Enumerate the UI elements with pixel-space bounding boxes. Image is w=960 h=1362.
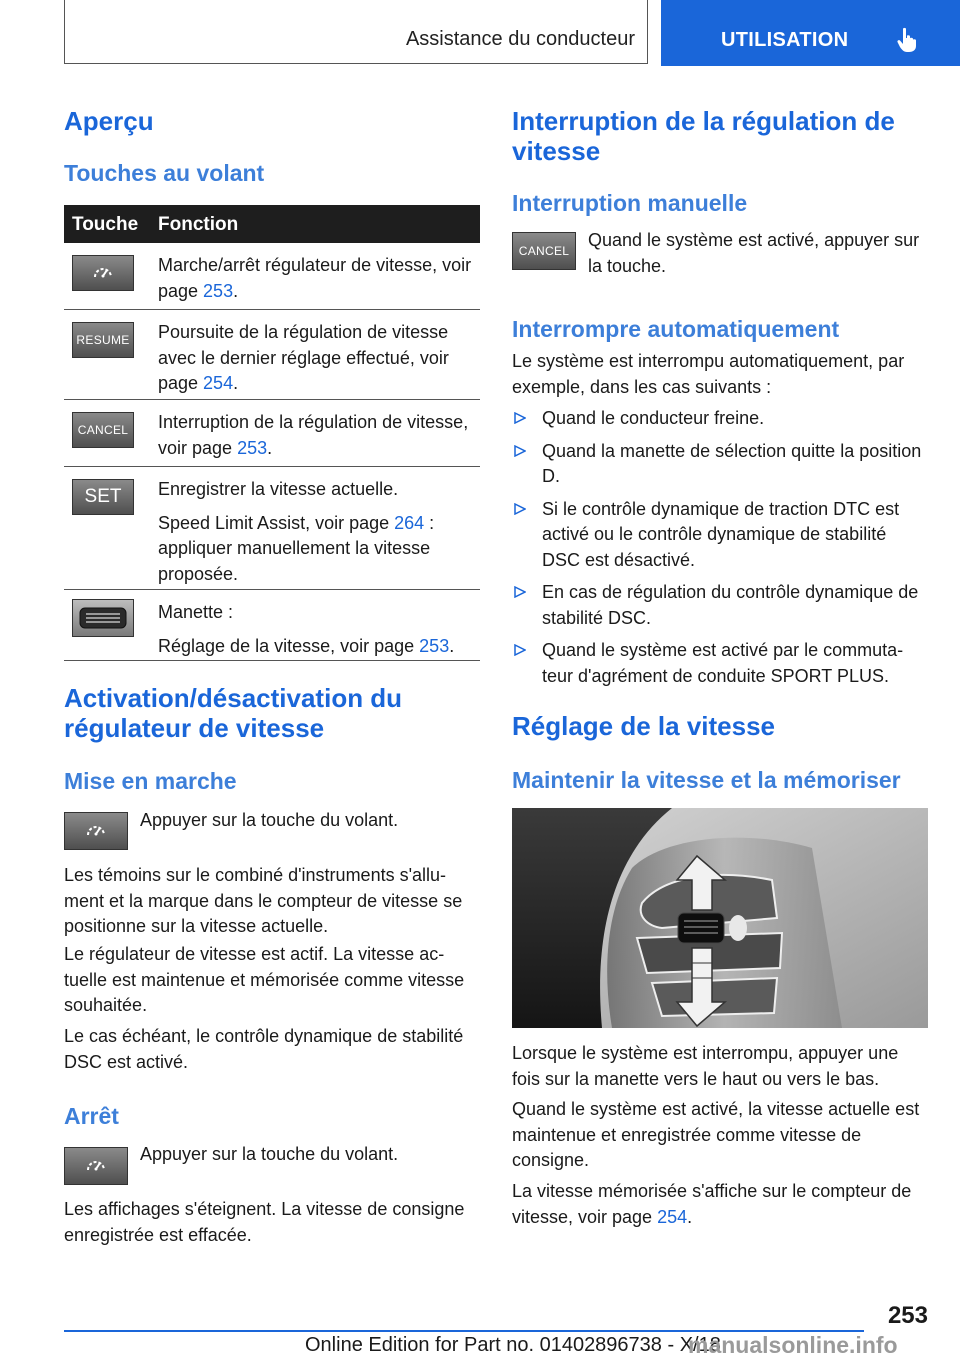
heading-activation: Activation/désactivation du régulateur de vitesse: [64, 683, 403, 743]
cancel-key-icon: CANCEL: [72, 412, 134, 448]
page-link[interactable]: 253: [237, 437, 268, 458]
triangle-bullet-icon: [514, 586, 526, 598]
cruise-icon: [84, 821, 108, 841]
heading-interruption: Interruption de la régulation de vitesse: [512, 106, 895, 166]
mise-paragraph-2: Le régulateur de vitesse est actif. La vitesse actuelle est maintenue et mémorisée comme vitesse souhaitée.: [64, 944, 465, 1015]
cancel-key-icon: CANCEL: [512, 232, 576, 270]
table-col-key: Touche: [72, 214, 139, 235]
set-key-icon: SET: [72, 479, 134, 515]
heading-touches-au-volant: Touches au volant: [64, 160, 265, 186]
arret-paragraph-1: Les affichages s'éteignent. La vitesse de consigne enregistrée est effacée.: [64, 1199, 465, 1245]
mise-paragraph-1: Les témoins sur le combiné d'instruments s'allument et la marque dans le compteur de vitesse se positionne sur la vitesse actuelle.: [64, 865, 463, 936]
watermark: manualsonline.info: [688, 1332, 898, 1358]
header-section-title: Assistance du conducteur: [405, 28, 635, 50]
table-row: [64, 400, 480, 467]
page-link[interactable]: 254: [657, 1206, 688, 1227]
heading-interruption-manuelle: Interruption manuelle: [512, 190, 748, 216]
cruise-control-key-icon: [64, 812, 128, 850]
cruise-control-key-icon: [64, 1147, 128, 1185]
auto-intro: Le système est interrompu automatiquement, par exemple, dans les cas suivants :: [512, 351, 905, 397]
chapter-tab[interactable]: [661, 0, 960, 66]
rocker-icon: [78, 605, 128, 631]
cruise-control-key-icon: [72, 255, 134, 291]
resume-key-icon: RESUME: [72, 322, 134, 358]
table-row: [64, 590, 480, 661]
heading-apercu: Aperçu: [64, 106, 154, 136]
table-row-function: Poursuite de la régulation de vitesse avec le dernier réglage effectué, voir page 254.: [158, 322, 449, 393]
triangle-bullet-icon: [514, 412, 526, 424]
list-item: Quand la manette de sélection quitte la position D.: [512, 439, 928, 490]
heading-mise-en-marche: Mise en marche: [64, 768, 237, 794]
cruise-icon: [84, 1156, 108, 1176]
page-link[interactable]: 253: [203, 280, 234, 301]
rocker-key-icon: [72, 599, 134, 637]
list-item: Quand le conducteur freine.: [512, 406, 928, 432]
page-link[interactable]: 264: [394, 512, 425, 533]
table-row: [64, 243, 480, 310]
reglage-paragraph-3: La vitesse mémorisée s'affiche sur le compteur de vitesse, voir page 254.: [512, 1181, 912, 1227]
steering-wheel-rocker-photo: [512, 808, 928, 1028]
list-item: Quand le système est activé par le commutateur d'agrément de conduite SPORT PLUS.: [512, 638, 928, 689]
triangle-bullet-icon: [514, 503, 526, 515]
arret-press-text: Appuyer sur la touche du volant.: [140, 1144, 399, 1164]
reglage-paragraph-2: Quand le système est activé, la vitesse actuelle est maintenue et enregistrée comme vitesse de consigne.: [512, 1099, 920, 1170]
table-header: [64, 205, 480, 243]
mise-paragraph-3: Le cas échéant, le contrôle dynamique de stabilité DSC est activé.: [64, 1026, 464, 1072]
keys-table: [64, 205, 480, 661]
table-row-function: Marche/arrêt régulateur de vitesse, voir page 253.: [158, 255, 472, 301]
chapter-tab-label: UTILISATION: [721, 29, 849, 51]
hand-pointer-icon: [897, 27, 917, 53]
list-item: Si le contrôle dynamique de traction DTC est activé ou le contrôle dynamique de stabilité DSC est désactivé.: [512, 497, 928, 574]
page-number: 253: [887, 1302, 928, 1329]
heading-reglage: Réglage de la vitesse: [512, 711, 776, 741]
heading-arret: Arrêt: [64, 1103, 119, 1129]
manuelle-text: Quand le système est activé, appuyer sur la touche.: [588, 230, 920, 276]
mise-press-text: Appuyer sur la touche du volant.: [140, 810, 399, 830]
triangle-bullet-icon: [514, 445, 526, 457]
heading-interrompre-auto: Interrompre automatiquement: [512, 316, 840, 342]
table-row-function: Interruption de la régulation de vitesse, voir page 253.: [158, 412, 469, 458]
table-row: [64, 310, 480, 400]
heading-maintenir: Maintenir la vitesse et la mémoriser: [512, 767, 901, 793]
page-link[interactable]: 253: [419, 635, 450, 656]
triangle-bullet-icon: [514, 644, 526, 656]
table-col-function: Fonction: [158, 214, 239, 235]
footer-edition: Online Edition for Part no. 01402896738 - X/18: [305, 1334, 721, 1356]
page-link[interactable]: 254: [203, 373, 234, 393]
list-item: En cas de régulation du contrôle dynamique de stabilité DSC.: [512, 580, 928, 631]
cruise-icon: [91, 263, 115, 283]
table-row-function: Enregistrer la vitesse actuelle. Speed Limit Assist, voir page 264 : appliquer manuellement la vitesse proposée.: [158, 479, 435, 584]
auto-bullet-list: [512, 406, 928, 696]
table-row: [64, 467, 480, 590]
table-row-function: Manette : Réglage de la vitesse, voir page 253.: [158, 602, 455, 656]
reglage-paragraph-1: Lorsque le système est interrompu, appuyer une fois sur la manette vers le haut ou vers le bas.: [512, 1043, 899, 1089]
